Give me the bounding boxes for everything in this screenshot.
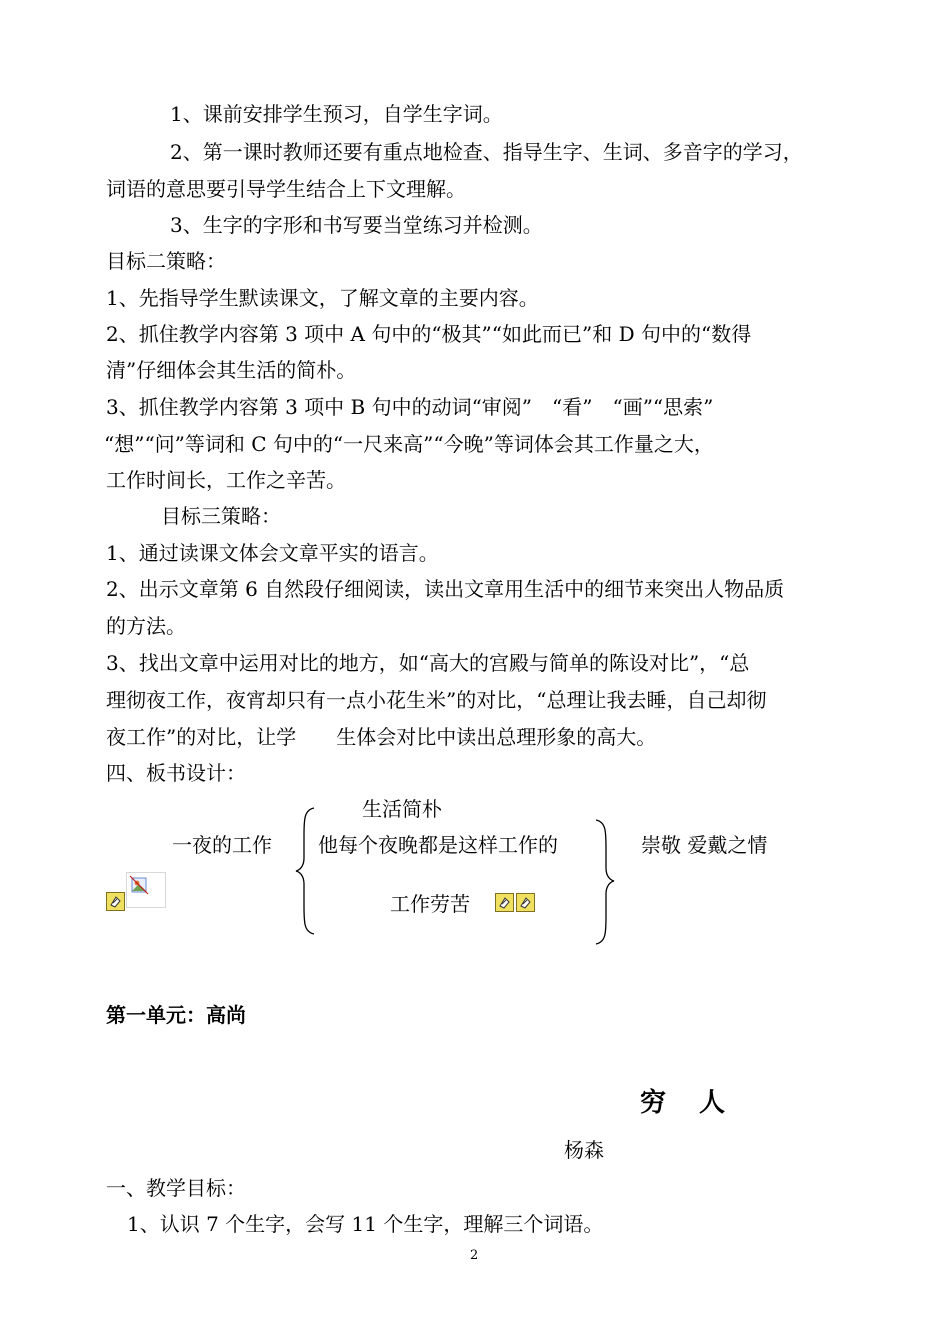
board-top: 生活简朴 (362, 797, 442, 821)
board-middle: 他每个夜晚都是这样工作的 (318, 833, 558, 857)
text-line-14: 2、出示文章第 6 自然段仔细阅读，读出文章用生活中的细节来突出人物品质 (106, 577, 785, 601)
text-line-8: 清”仔细体会其生活的简朴。 (106, 358, 357, 382)
text-line-17: 理彻夜工作，夜宵却只有一点小花生米”的对比，“总理让我去睡，自己却彻 (106, 688, 767, 712)
page-number: 2 (470, 1248, 479, 1263)
text-line-3: 词语的意思要引导学生结合上下文理解。 (106, 177, 466, 201)
text-line-6: 1、先指导学生默读课文，了解文章的主要内容。 (106, 286, 539, 310)
embedded-object-icon (106, 892, 125, 911)
goal-line-1: 1、认识 7 个生字，会写 11 个生字，理解三个词语。 (127, 1212, 604, 1236)
board-bottom: 工作劳苦 (390, 892, 470, 916)
text-line-2: 2、第一课时教师还要有重点地检查、指导生字、生词、多音字的学习， (170, 140, 803, 164)
board-title: 一夜的工作 (172, 833, 272, 857)
unit-heading: 第一单元：高尚 (106, 1003, 246, 1027)
section-heading: 一、教学目标： (106, 1176, 246, 1200)
lesson-title: 穷 人 (640, 1088, 738, 1118)
text-line-5: 目标二策略： (106, 249, 226, 273)
text-line-13: 1、通过读课文体会文章平实的语言。 (106, 541, 439, 565)
text-line-1: 1、课前安排学生预习，自学生字词。 (170, 102, 503, 126)
lesson-author: 杨森 (564, 1138, 604, 1162)
embedded-object-icon (495, 893, 514, 912)
left-brace-icon (294, 806, 316, 936)
text-line-15: 的方法。 (106, 614, 186, 638)
text-line-4: 3、生字的字形和书写要当堂练习并检测。 (170, 213, 543, 237)
text-line-19: 四、板书设计： (106, 761, 246, 785)
text-line-11: 工作时间长，工作之辛苦。 (106, 468, 346, 492)
broken-image-icon (126, 872, 166, 908)
text-line-10: “想”“问”等词和 C 句中的“一尺来高”“今晚”等词体会其工作量之大， (104, 432, 714, 456)
text-line-9: 3、抓住教学内容第 3 项中 B 句中的动词“审阅” “看” “画”“思索” (106, 395, 714, 419)
text-line-12: 目标三策略： (161, 504, 281, 528)
text-line-7: 2、抓住教学内容第 3 项中 A 句中的“极其”“如此而已”和 D 句中的“数得 (106, 322, 752, 346)
text-line-18: 夜工作”的对比，让学 生体会对比中读出总理形象的高大。 (106, 725, 657, 749)
embedded-object-icon (516, 893, 535, 912)
text-line-16: 3、找出文章中运用对比的地方，如“高大的宫殿与简单的陈设对比”，“总 (106, 651, 750, 675)
right-brace-icon (594, 818, 616, 946)
board-right: 崇敬 爱戴之情 (641, 833, 768, 857)
